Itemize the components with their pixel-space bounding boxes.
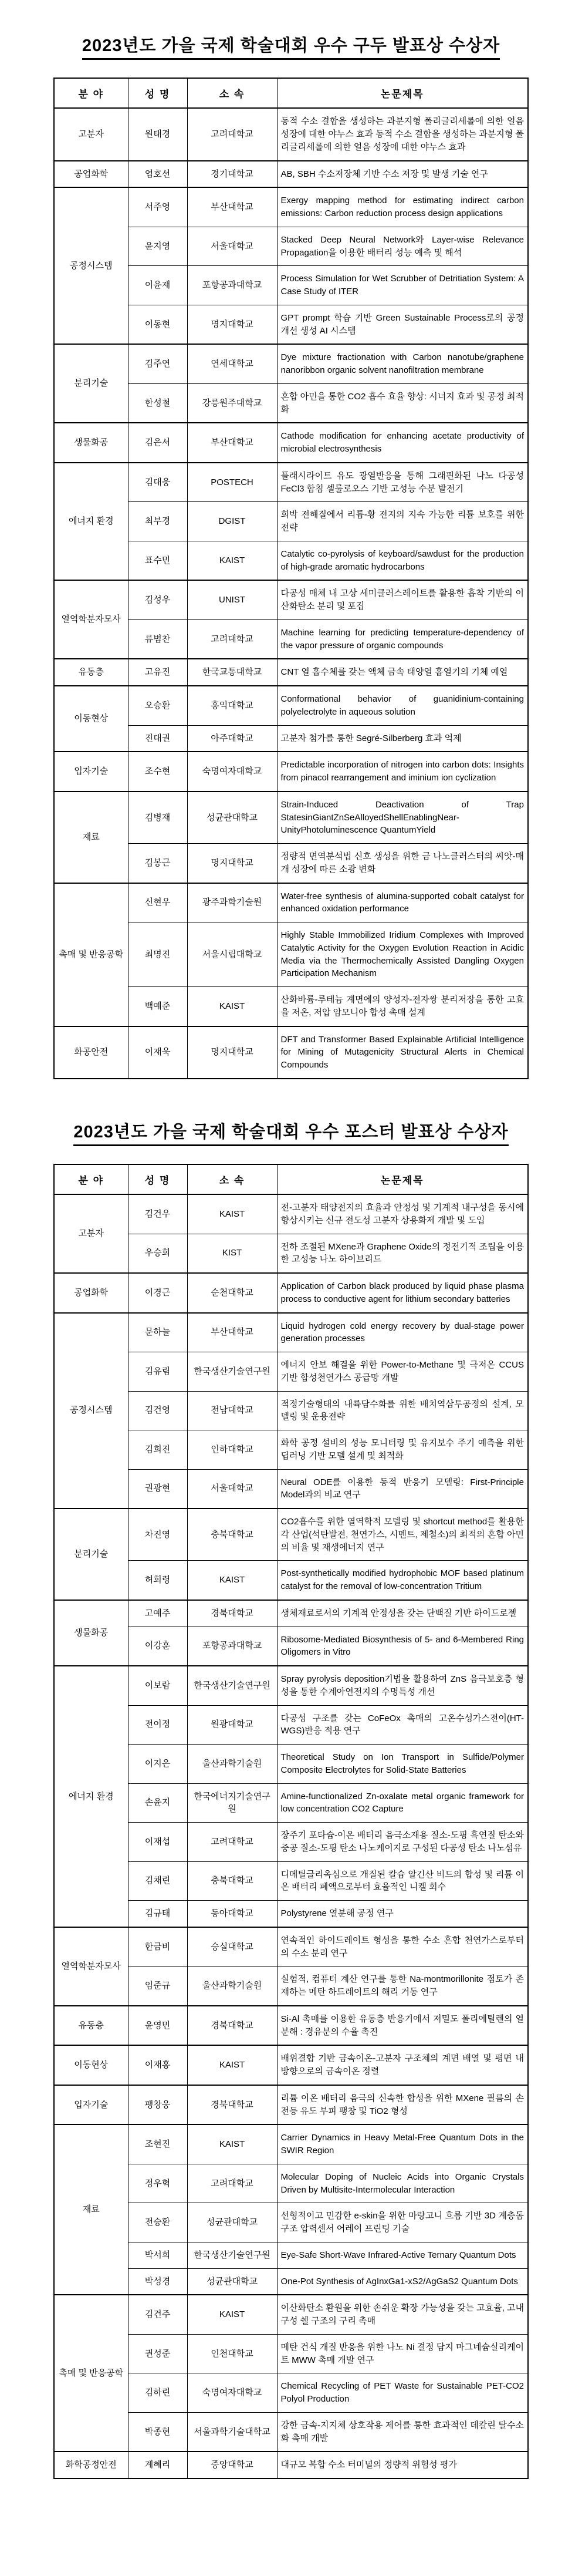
paper-title-cell: One-Pot Synthesis of AgInxGa1-xS2/AgGaS2 Quantum Dots (277, 2268, 528, 2295)
oral-award-table (53, 78, 529, 1079)
affiliation-cell: KAIST (187, 2045, 277, 2085)
name-cell: 박종현 (128, 2412, 187, 2452)
paper-title-cell: 대규모 복합 수소 터미널의 정량적 위험성 평가 (277, 2452, 528, 2479)
paper-title-cell: 산화바륨-루테늄 계면에의 양성자-전자쌍 분리저장을 통한 고효율 저온, 저압 암모니아 합성 촉매 설계 (277, 987, 528, 1026)
affiliation-cell: 한국생산기술연구원 (187, 1352, 277, 1392)
table-row (54, 187, 528, 227)
name-cell: 윤지영 (128, 227, 187, 266)
paper-title-cell: 실험적, 컴퓨터 계산 연구를 통한 Na-montmorillonite 점토가 존재하는 메탄 하드레이트의 해리 거동 연구 (277, 1966, 528, 2006)
field-cell: 유동층 (54, 2006, 128, 2046)
field-cell: 이동현상 (54, 686, 128, 752)
affiliation-cell: 고려대학교 (187, 1823, 277, 1862)
affiliation-cell: 한국생산기술연구원 (187, 1666, 277, 1705)
name-cell: 차진영 (128, 1508, 187, 1561)
field-cell: 분리기술 (54, 344, 128, 423)
name-cell: 이재섭 (128, 1823, 187, 1862)
affiliation-cell: KAIST (187, 2124, 277, 2164)
affiliation-cell: 아주대학교 (187, 725, 277, 752)
field-cell: 재료 (54, 792, 128, 883)
paper-title-cell: Dye mixture fractionation with Carbon nanotube/graphene nanoribbon organic solvent nanofiltration membrane (277, 344, 528, 383)
table-row (54, 1600, 528, 1627)
paper-title-cell: 연속적인 하이드레이트 형성을 통한 수소 혼합 천연가스로부터의 수소 분리 연구 (277, 1927, 528, 1966)
paper-title-cell: DFT and Transformer Based Explainable Artificial Intelligence for Mining of Mutagenicity Structural Alerts in Chemical Compounds (277, 1026, 528, 1079)
paper-title-cell: 디메틸글리옥심으로 개질된 칼슘 알긴산 비드의 합성 및 리튬 이온 배터리 폐액으로부터 효율적인 니켈 회수 (277, 1861, 528, 1901)
affiliation-cell: 경북대학교 (187, 2085, 277, 2125)
table-row (54, 2295, 528, 2334)
oral-award-title (0, 34, 582, 60)
column-header-field: 분 야 (54, 1164, 128, 1194)
paper-title-cell: Polystyrene 열분해 공정 연구 (277, 1901, 528, 1927)
field-cell: 촉매 및 반응공학 (54, 2295, 128, 2452)
name-cell: 조수현 (128, 752, 187, 792)
field-cell: 열역학분자모사 (54, 580, 128, 659)
column-header-affiliation: 소 속 (187, 1164, 277, 1194)
column-header-field: 분 야 (54, 78, 128, 108)
name-cell: 이경근 (128, 1273, 187, 1313)
field-cell: 공업화학 (54, 161, 128, 188)
affiliation-cell: 한국생산기술연구원 (187, 2242, 277, 2268)
table-row (54, 161, 528, 188)
paper-title-cell: 강한 금속-지지체 상호작용 제어를 통한 효과적인 데칼린 탈수소화 촉매 개발 (277, 2412, 528, 2452)
affiliation-cell: 서울대학교 (187, 1469, 277, 1508)
affiliation-cell: 숭실대학교 (187, 1927, 277, 1966)
oral-award-section (0, 34, 582, 1079)
table-row (54, 2124, 528, 2164)
affiliation-cell: 순천대학교 (187, 1273, 277, 1313)
paper-title-cell: 적정기술형태의 내륙담수화를 위한 배치역삼투공정의 설계, 모델링 및 운용전략 (277, 1391, 528, 1430)
paper-title-cell: Catalytic co-pyrolysis of keyboard/sawdust for the production of high-grade aromatic hydrocarbons (277, 541, 528, 580)
affiliation-cell: 원광대학교 (187, 1705, 277, 1745)
column-header-paper-title: 논문제목 (277, 78, 528, 108)
name-cell: 신현우 (128, 883, 187, 922)
affiliation-cell: 한국에너지기술연구원 (187, 1783, 277, 1823)
paper-title-cell: Spray pyrolysis deposition기법을 활용하여 ZnS 음극보호층 형성을 통한 수계아연전지의 수명특성 개선 (277, 1666, 528, 1705)
affiliation-cell: 울산과학기술원 (187, 1745, 277, 1784)
field-cell: 입자기술 (54, 752, 128, 792)
name-cell: 팽창웅 (128, 2085, 187, 2125)
table-row (54, 344, 528, 383)
affiliation-cell: 고려대학교 (187, 2164, 277, 2203)
field-cell: 재료 (54, 2124, 128, 2295)
paper-title-cell: 생체재료로서의 기계적 안정성을 갖는 단백질 기반 하이드로젤 (277, 1600, 528, 1627)
paper-title-cell: 다공성 구조를 갖는 CoFeOx 촉매의 고온수성가스전이(HT-WGS)반응 적용 연구 (277, 1705, 528, 1745)
table-row (54, 463, 528, 502)
affiliation-cell: 숙명여자대학교 (187, 752, 277, 792)
affiliation-cell: 전남대학교 (187, 1391, 277, 1430)
name-cell: 임준규 (128, 1966, 187, 2006)
field-cell: 유동층 (54, 659, 128, 686)
paper-title-cell: Post-synthetically modified hydrophobic MOF based platinum catalyst for the removal of low-concentration Tritium (277, 1561, 528, 1600)
affiliation-cell: 성균관대학교 (187, 2203, 277, 2242)
paper-title-cell: Theoretical Study on Ion Transport in Sulfide/Polymer Composite Electrolytes for Solid-State Batteries (277, 1745, 528, 1784)
paper-title-cell: 전하 조절된 MXene과 Graphene Oxide의 정전기적 조립을 이용한 고성능 나노 하이브리드 (277, 1234, 528, 1273)
affiliation-cell: 명지대학교 (187, 305, 277, 344)
table-row (54, 1508, 528, 1561)
table-header-row (54, 78, 528, 108)
column-header-paper-title: 논문제목 (277, 1164, 528, 1194)
affiliation-cell: 숙명여자대학교 (187, 2373, 277, 2413)
paper-title-cell: 장주기 포타슘-이온 배터리 음극소재용 질소-도핑 흑연질 탄소와 중공 질소-도핑 탄소 나노케이지로 구성된 다공성 탄소 나노섬유 (277, 1823, 528, 1862)
paper-title-cell: Amine-functionalized Zn-oxalate metal organic framework for low concentration CO2 Capture (277, 1783, 528, 1823)
name-cell: 최부경 (128, 502, 187, 541)
name-cell: 백예준 (128, 987, 187, 1026)
table-row (54, 2085, 528, 2125)
paper-title-cell: 리튬 이온 배터리 음극의 신속한 합성을 위한 MXene 필름의 손전등 유도 부피 팽창 및 TiO2 형성 (277, 2085, 528, 2125)
paper-title-cell: Conformational behavior of guanidinium-containing polyelectrolyte in aqueous solution (277, 686, 528, 725)
table-row (54, 2006, 528, 2046)
affiliation-cell: DGIST (187, 502, 277, 541)
name-cell: 손윤지 (128, 1783, 187, 1823)
name-cell: 박서희 (128, 2242, 187, 2268)
affiliation-cell: 고려대학교 (187, 619, 277, 659)
table-header-row (54, 1164, 528, 1194)
name-cell: 김주연 (128, 344, 187, 383)
affiliation-cell: 한국교통대학교 (187, 659, 277, 686)
field-cell: 촉매 및 반응공학 (54, 883, 128, 1026)
affiliation-cell: 인천대학교 (187, 2334, 277, 2373)
paper-title-cell: Strain-Induced Deactivation of Trap StatesinGiantZnSeAlloyedShellEnablingNear-UnityPhotoluminescence QuantumYield (277, 792, 528, 844)
paper-title-cell: Chemical Recycling of PET Waste for Sustainable PET-CO2 Polyol Production (277, 2373, 528, 2413)
affiliation-cell: 부산대학교 (187, 187, 277, 227)
poster-award-table (53, 1164, 529, 2479)
affiliation-cell: 인하대학교 (187, 1430, 277, 1470)
field-cell: 열역학분자모사 (54, 1927, 128, 2006)
paper-title-cell: Exergy mapping method for estimating indirect carbon emissions: Carbon reduction process design applications (277, 187, 528, 227)
affiliation-cell: 포항공과대학교 (187, 1627, 277, 1666)
affiliation-cell: KAIST (187, 987, 277, 1026)
paper-title-cell: Cathode modification for enhancing acetate productivity of microbial electrosynthesis (277, 423, 528, 463)
affiliation-cell: KAIST (187, 1194, 277, 1234)
paper-title-cell: Molecular Doping of Nucleic Acids into Organic Crystals Driven by Multisite-Intermolecular Interaction (277, 2164, 528, 2203)
paper-title-cell: 동적 수소 결합을 생성하는 과분지형 폴리글리세롤에 의한 얼음 성장에 대한 야누스 효과 동적 수소 결합을 생성하는 과분지형 폴리글리세롤에 의한 얼음 성장에 대한 야누스 효과 (277, 108, 528, 160)
column-header-name: 성 명 (128, 78, 187, 108)
name-cell: 박성경 (128, 2268, 187, 2295)
table-row (54, 883, 528, 922)
field-cell: 생물화공 (54, 1600, 128, 1666)
paper-title-cell: 화학 공정 설비의 성능 모니터링 및 유지보수 주기 예측을 위한 딥러닝 기반 모델 설계 및 최적화 (277, 1430, 528, 1470)
affiliation-cell: 성균관대학교 (187, 2268, 277, 2295)
name-cell: 김건우 (128, 1194, 187, 1234)
field-cell: 화공안전 (54, 1026, 128, 1079)
table-row (54, 1194, 528, 1234)
table-row (54, 752, 528, 792)
paper-title-cell: CO2흡수를 위한 열역학적 모델링 및 shortcut method를 활용한 각 산업(석탄발전, 천연가스, 시멘트, 제철소)의 최적의 혼합 아민의 비율 및 재생에너지 연구 (277, 1508, 528, 1561)
paper-title-cell: Application of Carbon black produced by liquid phase plasma process to conductive agent for lithium secondary batteries (277, 1273, 528, 1313)
paper-title-cell: 선형적이고 민감한 e-skin을 위한 마랑고니 흐름 기반 3D 계층돔 구조 압력센서 어레이 프린팅 기술 (277, 2203, 528, 2242)
name-cell: 전이정 (128, 1705, 187, 1745)
paper-title-cell: 메탄 건식 개질 반응을 위한 나노 Ni 결정 담지 마그네슘실리케이트 MWW 촉매 개발 연구 (277, 2334, 528, 2373)
name-cell: 전승환 (128, 2203, 187, 2242)
name-cell: 한성철 (128, 383, 187, 423)
table-row (54, 1927, 528, 1966)
name-cell: 허희령 (128, 1561, 187, 1600)
table-row (54, 423, 528, 463)
paper-title-cell: Process Simulation for Wet Scrubber of Detritiation System: A Case Study of ITER (277, 266, 528, 305)
affiliation-cell: POSTECH (187, 463, 277, 502)
table-row (54, 1273, 528, 1313)
field-cell: 이동현상 (54, 2045, 128, 2085)
paper-title-cell: 이산화탄소 환원을 위한 손쉬운 확장 가능성을 갖는 고효율, 고내구성 쉘 구조의 구리 촉매 (277, 2295, 528, 2334)
name-cell: 김은서 (128, 423, 187, 463)
affiliation-cell: KIST (187, 1234, 277, 1273)
name-cell: 문하늘 (128, 1313, 187, 1352)
name-cell: 김건주 (128, 2295, 187, 2334)
name-cell: 우승희 (128, 1234, 187, 1273)
paper-title-cell: AB, SBH 수소저장체 기반 수소 저장 및 발생 기술 연구 (277, 161, 528, 188)
paper-title-cell: 전-고분자 태양전지의 효율과 안정성 및 기계적 내구성을 동시에 향상시키는 신규 전도성 고분자 상용화제 개발 및 도입 (277, 1194, 528, 1234)
paper-title-cell: 에너지 안보 해결을 위한 Power-to-Methane 및 극저온 CCUS 기반 합성천연가스 공급망 개발 (277, 1352, 528, 1392)
column-header-affiliation: 소 속 (187, 78, 277, 108)
name-cell: 서주영 (128, 187, 187, 227)
name-cell: 김채린 (128, 1861, 187, 1901)
name-cell: 김희진 (128, 1430, 187, 1470)
name-cell: 김하린 (128, 2373, 187, 2413)
paper-title-cell: 플래시라이트 유도 광열반응을 통해 그래핀화된 나노 다공성 FeCl3 함침 셀룰로오스 기반 고성능 수분 발전기 (277, 463, 528, 502)
name-cell: 표수민 (128, 541, 187, 580)
paper-title-cell: Ribosome-Mediated Biosynthesis of 5- and 6-Membered Ring Oligomers in Vitro (277, 1627, 528, 1666)
affiliation-cell: KAIST (187, 1561, 277, 1600)
paper-title-cell: GPT prompt 학습 기반 Green Sustainable Process로의 공정 개선 생성 AI 시스템 (277, 305, 528, 344)
paper-title-cell: Carrier Dynamics in Heavy Metal-Free Quantum Dots in the SWIR Region (277, 2124, 528, 2164)
field-cell: 에너지 환경 (54, 1666, 128, 1927)
affiliation-cell: 부산대학교 (187, 423, 277, 463)
field-cell: 고분자 (54, 108, 128, 160)
paper-title-cell: 고분자 첨가를 통한 Segré-Silberberg 효과 억제 (277, 725, 528, 752)
name-cell: 김건영 (128, 1391, 187, 1430)
name-cell: 권광현 (128, 1469, 187, 1508)
affiliation-cell: 충북대학교 (187, 1508, 277, 1561)
oral-award-title-text: 2023년도 가을 국제 학술대회 우수 구두 발표상 수상자 (82, 35, 500, 60)
field-cell: 공업화학 (54, 1273, 128, 1313)
name-cell: 오승환 (128, 686, 187, 725)
table-row (54, 686, 528, 725)
name-cell: 류범찬 (128, 619, 187, 659)
paper-title-cell: Eye-Safe Short-Wave Infrared-Active Ternary Quantum Dots (277, 2242, 528, 2268)
field-cell: 생물화공 (54, 423, 128, 463)
affiliation-cell: 중앙대학교 (187, 2452, 277, 2479)
paper-title-cell: Neural ODE를 이용한 동적 반응기 모델링: First-Principle Model과의 비교 연구 (277, 1469, 528, 1508)
poster-award-section (0, 1120, 582, 2479)
affiliation-cell: 서울시립대학교 (187, 922, 277, 987)
name-cell: 고예주 (128, 1600, 187, 1627)
poster-award-title (0, 1120, 582, 1146)
paper-title-cell: 희박 전해질에서 리튬-황 전지의 지속 가능한 리튬 보호를 위한 전략 (277, 502, 528, 541)
poster-award-title-text: 2023년도 가을 국제 학술대회 우수 포스터 발표상 수상자 (73, 1122, 508, 1146)
name-cell: 김대웅 (128, 463, 187, 502)
field-cell: 공정시스템 (54, 1313, 128, 1509)
name-cell: 김봉근 (128, 844, 187, 883)
paper-title-cell: 배위결합 기반 금속이온-고분자 구조체의 계면 배열 및 평면 내 방향으로의 금속이온 정렬 (277, 2045, 528, 2085)
table-row (54, 659, 528, 686)
name-cell: 김유림 (128, 1352, 187, 1392)
affiliation-cell: 홍익대학교 (187, 686, 277, 725)
field-cell: 분리기술 (54, 1508, 128, 1600)
name-cell: 고유진 (128, 659, 187, 686)
name-cell: 김병재 (128, 792, 187, 844)
field-cell: 에너지 환경 (54, 463, 128, 581)
name-cell: 이지은 (128, 1745, 187, 1784)
affiliation-cell: 명지대학교 (187, 844, 277, 883)
name-cell: 최명진 (128, 922, 187, 987)
name-cell: 권성준 (128, 2334, 187, 2373)
table-row (54, 2452, 528, 2479)
affiliation-cell: UNIST (187, 580, 277, 619)
name-cell: 이윤재 (128, 266, 187, 305)
paper-title-cell: CNT 열 흡수체를 갖는 액체 금속 태양열 흡열기의 기체 예열 (277, 659, 528, 686)
column-header-name: 성 명 (128, 1164, 187, 1194)
name-cell: 진대권 (128, 725, 187, 752)
affiliation-cell: 서울대학교 (187, 227, 277, 266)
affiliation-cell: 포항공과대학교 (187, 266, 277, 305)
affiliation-cell: 동아대학교 (187, 1901, 277, 1927)
name-cell: 이재욱 (128, 1026, 187, 1079)
affiliation-cell: 광주과학기술원 (187, 883, 277, 922)
affiliation-cell: 부산대학교 (187, 1313, 277, 1352)
name-cell: 윤영민 (128, 2006, 187, 2046)
paper-title-cell: 다공성 매체 내 고상 세미클러스레이트를 활용한 흡착 기반의 이산화탄소 분리 및 포집 (277, 580, 528, 619)
table-row (54, 2045, 528, 2085)
field-cell: 화학공정안전 (54, 2452, 128, 2479)
affiliation-cell: KAIST (187, 541, 277, 580)
name-cell: 조현진 (128, 2124, 187, 2164)
name-cell: 계혜리 (128, 2452, 187, 2479)
affiliation-cell: 성균관대학교 (187, 792, 277, 844)
name-cell: 김성우 (128, 580, 187, 619)
paper-title-cell: Machine learning for predicting temperature-dependency of the vapor pressure of organic compounds (277, 619, 528, 659)
name-cell: 엄호선 (128, 161, 187, 188)
paper-title-cell: 혼합 아민을 통한 CO2 흡수 효율 향상: 시너지 효과 및 공정 최적화 (277, 383, 528, 423)
affiliation-cell: 경기대학교 (187, 161, 277, 188)
name-cell: 원태경 (128, 108, 187, 160)
affiliation-cell: 명지대학교 (187, 1026, 277, 1079)
table-row (54, 108, 528, 160)
paper-title-cell: Highly Stable Immobilized Iridium Complexes with Improved Catalytic Activity for the Oxygen Evolution Reaction in Acidic Media via the Thermochemically Assisted Dangling Oxygen Participation Mechanism (277, 922, 528, 987)
affiliation-cell: 강릉원주대학교 (187, 383, 277, 423)
name-cell: 이보람 (128, 1666, 187, 1705)
affiliation-cell: 경북대학교 (187, 2006, 277, 2046)
affiliation-cell: 경북대학교 (187, 1600, 277, 1627)
name-cell: 정우혁 (128, 2164, 187, 2203)
field-cell: 입자기술 (54, 2085, 128, 2125)
field-cell: 고분자 (54, 1194, 128, 1273)
affiliation-cell: 연세대학교 (187, 344, 277, 383)
affiliation-cell: KAIST (187, 2295, 277, 2334)
name-cell: 이재홍 (128, 2045, 187, 2085)
affiliation-cell: 울산과학기술원 (187, 1966, 277, 2006)
name-cell: 김규태 (128, 1901, 187, 1927)
paper-title-cell: Si-Al 촉매를 이용한 유동층 반응기에서 저밀도 폴리에틸렌의 열분해 : 경유분의 수율 촉진 (277, 2006, 528, 2046)
table-row (54, 792, 528, 844)
affiliation-cell: 고려대학교 (187, 108, 277, 160)
field-cell: 공정시스템 (54, 187, 128, 344)
paper-title-cell: Stacked Deep Neural Network와 Layer-wise Relevance Propagation을 이용한 배터리 성능 예측 및 해석 (277, 227, 528, 266)
name-cell: 이동현 (128, 305, 187, 344)
affiliation-cell: 충북대학교 (187, 1861, 277, 1901)
table-row (54, 1666, 528, 1705)
table-row (54, 1313, 528, 1352)
name-cell: 이강훈 (128, 1627, 187, 1666)
paper-title-cell: Liquid hydrogen cold energy recovery by dual-stage power generation processes (277, 1313, 528, 1352)
paper-title-cell: 정량적 면역분석법 신호 생성을 위한 금 나노클러스터의 씨앗-매개 성장에 따른 소광 변화 (277, 844, 528, 883)
name-cell: 한금비 (128, 1927, 187, 1966)
table-row (54, 580, 528, 619)
paper-title-cell: Predictable incorporation of nitrogen into carbon dots: Insights from pinacol rearrangement and iminium ion cyclization (277, 752, 528, 792)
paper-title-cell: Water-free synthesis of alumina-supported cobalt catalyst for enhanced oxidation performance (277, 883, 528, 922)
table-row (54, 1026, 528, 1079)
affiliation-cell: 서울과학기술대학교 (187, 2412, 277, 2452)
